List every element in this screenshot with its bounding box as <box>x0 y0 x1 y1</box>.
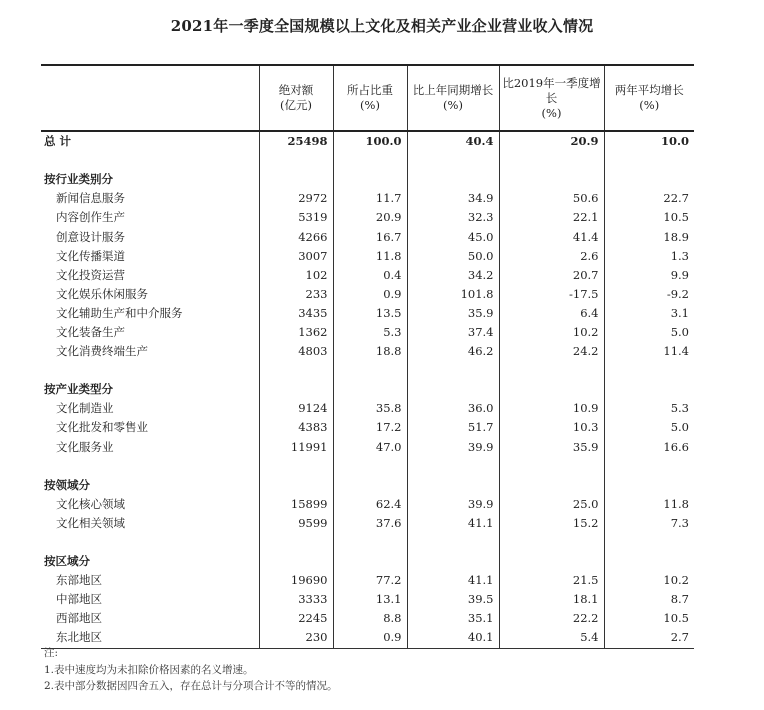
table-header-row <box>41 65 694 131</box>
cell-value: 10.2 <box>604 571 694 590</box>
header-label-column <box>41 65 259 131</box>
note-2: 2.表中部分数据因四舍五入，存在总计与分项合计不等的情况。 <box>44 680 338 692</box>
cell-value <box>604 380 694 399</box>
spacer-row <box>41 151 694 170</box>
cell-value <box>499 457 604 476</box>
row-label: 文化装备生产 <box>56 324 125 339</box>
cell-value: 9124 <box>259 399 333 418</box>
cell-value: 21.5 <box>499 571 604 590</box>
cell-value: 35.9 <box>407 304 499 323</box>
cell-value: 45.0 <box>407 227 499 246</box>
row-label: 文化服务业 <box>56 439 114 454</box>
header-share: 所占比重 (%) <box>333 65 407 131</box>
row-label: 文化核心领域 <box>56 496 125 511</box>
cell-value: 40.4 <box>407 131 499 151</box>
cell-value: 11.7 <box>333 189 407 208</box>
cell-value: 20.9 <box>333 208 407 227</box>
cell-value: 101.8 <box>407 285 499 304</box>
row-label: 文化消费终端生产 <box>56 344 148 359</box>
cell-value <box>604 170 694 189</box>
cell-value <box>499 170 604 189</box>
cell-value: 3435 <box>259 304 333 323</box>
cell-value: 11.4 <box>604 342 694 361</box>
table-row <box>41 266 694 285</box>
cell-value: 9599 <box>259 514 333 533</box>
cell-value: 50.6 <box>499 189 604 208</box>
cell-value <box>407 170 499 189</box>
cell-value: 102 <box>259 266 333 285</box>
cell-value: 8.8 <box>333 609 407 628</box>
cell-value: 2.7 <box>604 628 694 648</box>
header-vs-2019-growth: 比2019年一季度增 长 (%) <box>499 65 604 131</box>
cell-value: 25.0 <box>499 495 604 514</box>
cell-value: 51.7 <box>407 418 499 437</box>
spacer-row <box>41 361 694 380</box>
cell-value: 3333 <box>259 590 333 609</box>
cell-value: 4803 <box>259 342 333 361</box>
cell-value <box>407 151 499 170</box>
table-row <box>41 208 694 227</box>
table-row <box>41 590 694 609</box>
cell-value <box>407 552 499 571</box>
table-row <box>41 342 694 361</box>
cell-value <box>333 380 407 399</box>
row-label: 文化娱乐休闲服务 <box>56 286 148 301</box>
cell-value <box>499 552 604 571</box>
cell-value: 32.3 <box>407 208 499 227</box>
cell-value <box>333 457 407 476</box>
cell-value: 77.2 <box>333 571 407 590</box>
cell-value: 10.5 <box>604 208 694 227</box>
row-label <box>41 533 259 552</box>
cell-value: 22.2 <box>499 609 604 628</box>
cell-value <box>407 476 499 495</box>
cell-value <box>499 476 604 495</box>
cell-value <box>259 552 333 571</box>
cell-value: 46.2 <box>407 342 499 361</box>
cell-value: 39.5 <box>407 590 499 609</box>
cell-value <box>499 380 604 399</box>
cell-value <box>604 533 694 552</box>
cell-value <box>333 552 407 571</box>
cell-value: 18.9 <box>604 227 694 246</box>
cell-value: 35.8 <box>333 399 407 418</box>
footnotes <box>44 645 338 695</box>
cell-value: 230 <box>259 628 333 648</box>
cell-value: 0.9 <box>333 628 407 648</box>
cell-value: 1362 <box>259 323 333 342</box>
cell-value: 2972 <box>259 189 333 208</box>
cell-value: 25498 <box>259 131 333 151</box>
group-heading-row <box>41 552 694 571</box>
cell-value <box>259 170 333 189</box>
row-label: 文化辅助生产和中介服务 <box>56 305 183 320</box>
cell-value <box>259 476 333 495</box>
cell-value: 35.1 <box>407 609 499 628</box>
cell-value: 16.6 <box>604 438 694 457</box>
cell-value: 37.4 <box>407 323 499 342</box>
cell-value: 40.1 <box>407 628 499 648</box>
cell-value <box>499 361 604 380</box>
row-label: 文化相关领域 <box>56 515 125 530</box>
table-row <box>41 495 694 514</box>
cell-value: 11991 <box>259 438 333 457</box>
row-label: 按产业类型分 <box>44 382 113 397</box>
cell-value: 41.1 <box>407 571 499 590</box>
cell-value: 3.1 <box>604 304 694 323</box>
cell-value: 15.2 <box>499 514 604 533</box>
cell-value: 37.6 <box>333 514 407 533</box>
table-row <box>41 227 694 246</box>
row-label: 总 计 <box>44 134 72 149</box>
cell-value <box>333 476 407 495</box>
row-label: 按区域分 <box>44 554 90 569</box>
cell-value: 47.0 <box>333 438 407 457</box>
cell-value <box>259 151 333 170</box>
group-heading-row <box>41 380 694 399</box>
row-label: 按领域分 <box>44 477 90 492</box>
spacer-row <box>41 457 694 476</box>
cell-value: 20.9 <box>499 131 604 151</box>
cell-value <box>604 552 694 571</box>
row-label: 文化批发和零售业 <box>56 420 148 435</box>
cell-value: 10.5 <box>604 609 694 628</box>
cell-value <box>604 457 694 476</box>
cell-value: 5319 <box>259 208 333 227</box>
cell-value: 1.3 <box>604 247 694 266</box>
cell-value: 50.0 <box>407 247 499 266</box>
cell-value <box>604 361 694 380</box>
table-row <box>41 438 694 457</box>
cell-value: 22.1 <box>499 208 604 227</box>
row-label: 文化传播渠道 <box>56 248 125 263</box>
table-row <box>41 285 694 304</box>
cell-value: 10.2 <box>499 323 604 342</box>
cell-value: 0.9 <box>333 285 407 304</box>
cell-value: 10.0 <box>604 131 694 151</box>
cell-value: 2.6 <box>499 247 604 266</box>
row-label: 按行业类别分 <box>44 172 113 187</box>
cell-value: 20.7 <box>499 266 604 285</box>
cell-value: 22.7 <box>604 189 694 208</box>
cell-value: 233 <box>259 285 333 304</box>
cell-value: 35.9 <box>499 438 604 457</box>
cell-value: 8.7 <box>604 590 694 609</box>
cell-value <box>259 457 333 476</box>
row-label: 创意设计服务 <box>56 229 125 244</box>
cell-value <box>333 151 407 170</box>
group-heading-row <box>41 476 694 495</box>
cell-value: 9.9 <box>604 266 694 285</box>
cell-value: 4266 <box>259 227 333 246</box>
cell-value <box>333 170 407 189</box>
cell-value <box>407 457 499 476</box>
table-row <box>41 304 694 323</box>
row-label <box>41 361 259 380</box>
cell-value: 62.4 <box>333 495 407 514</box>
page-title: 2021年一季度全国规模以上文化及相关产业企业营业收入情况 <box>170 17 594 35</box>
notes-heading: 注: <box>44 647 59 659</box>
cell-value: 36.0 <box>407 399 499 418</box>
cell-value <box>604 476 694 495</box>
cell-value <box>259 380 333 399</box>
cell-value: 41.1 <box>407 514 499 533</box>
cell-value: 17.2 <box>333 418 407 437</box>
cell-value: 11.8 <box>333 247 407 266</box>
cell-value: 4383 <box>259 418 333 437</box>
cell-value: 10.3 <box>499 418 604 437</box>
row-label: 中部地区 <box>56 592 102 607</box>
cell-value: 41.4 <box>499 227 604 246</box>
cell-value: 11.8 <box>604 495 694 514</box>
cell-value: 18.8 <box>333 342 407 361</box>
table-body <box>41 131 694 648</box>
cell-value: 5.4 <box>499 628 604 648</box>
table-row <box>41 571 694 590</box>
spacer-row <box>41 533 694 552</box>
row-label <box>41 151 259 170</box>
row-label: 西部地区 <box>56 611 102 626</box>
row-label: 文化投资运营 <box>56 267 125 282</box>
cell-value: 2245 <box>259 609 333 628</box>
header-yoy-growth: 比上年同期增长 (%) <box>407 65 499 131</box>
cell-value: 34.9 <box>407 189 499 208</box>
revenue-table <box>41 64 694 649</box>
table-row <box>41 609 694 628</box>
cell-value: -9.2 <box>604 285 694 304</box>
cell-value <box>259 533 333 552</box>
cell-value: 0.4 <box>333 266 407 285</box>
table-row <box>41 247 694 266</box>
cell-value: 39.9 <box>407 438 499 457</box>
header-absolute-value: 绝对额 (亿元) <box>259 65 333 131</box>
cell-value: 5.3 <box>604 399 694 418</box>
row-label <box>41 457 259 476</box>
cell-value: 24.2 <box>499 342 604 361</box>
cell-value: 7.3 <box>604 514 694 533</box>
cell-value: 39.9 <box>407 495 499 514</box>
cell-value <box>499 151 604 170</box>
table-row <box>41 323 694 342</box>
cell-value: 34.2 <box>407 266 499 285</box>
cell-value: 19690 <box>259 571 333 590</box>
cell-value: 3007 <box>259 247 333 266</box>
cell-value <box>499 533 604 552</box>
note-1: 1.表中速度均为未扣除价格因素的名义增速。 <box>44 663 254 676</box>
cell-value: 5.3 <box>333 323 407 342</box>
row-label: 东部地区 <box>56 573 102 588</box>
cell-value: -17.5 <box>499 285 604 304</box>
cell-value: 18.1 <box>499 590 604 609</box>
row-label: 新闻信息服务 <box>56 191 125 206</box>
header-two-year-avg-growth: 两年平均增长 (%) <box>604 65 694 131</box>
table-row <box>41 189 694 208</box>
total-row <box>41 131 694 151</box>
cell-value: 13.5 <box>333 304 407 323</box>
cell-value: 13.1 <box>333 590 407 609</box>
cell-value <box>407 380 499 399</box>
cell-value: 15899 <box>259 495 333 514</box>
table-row <box>41 399 694 418</box>
cell-value: 5.0 <box>604 323 694 342</box>
cell-value <box>407 361 499 380</box>
row-label: 文化制造业 <box>56 401 114 416</box>
cell-value: 10.9 <box>499 399 604 418</box>
cell-value <box>259 361 333 380</box>
cell-value: 6.4 <box>499 304 604 323</box>
cell-value: 100.0 <box>333 131 407 151</box>
cell-value <box>407 533 499 552</box>
row-label: 内容创作生产 <box>56 210 125 225</box>
cell-value: 5.0 <box>604 418 694 437</box>
cell-value <box>333 361 407 380</box>
row-label: 东北地区 <box>41 628 259 648</box>
cell-value <box>604 151 694 170</box>
group-heading-row <box>41 170 694 189</box>
table-row <box>41 514 694 533</box>
cell-value: 16.7 <box>333 227 407 246</box>
table-row <box>41 418 694 437</box>
cell-value <box>333 533 407 552</box>
